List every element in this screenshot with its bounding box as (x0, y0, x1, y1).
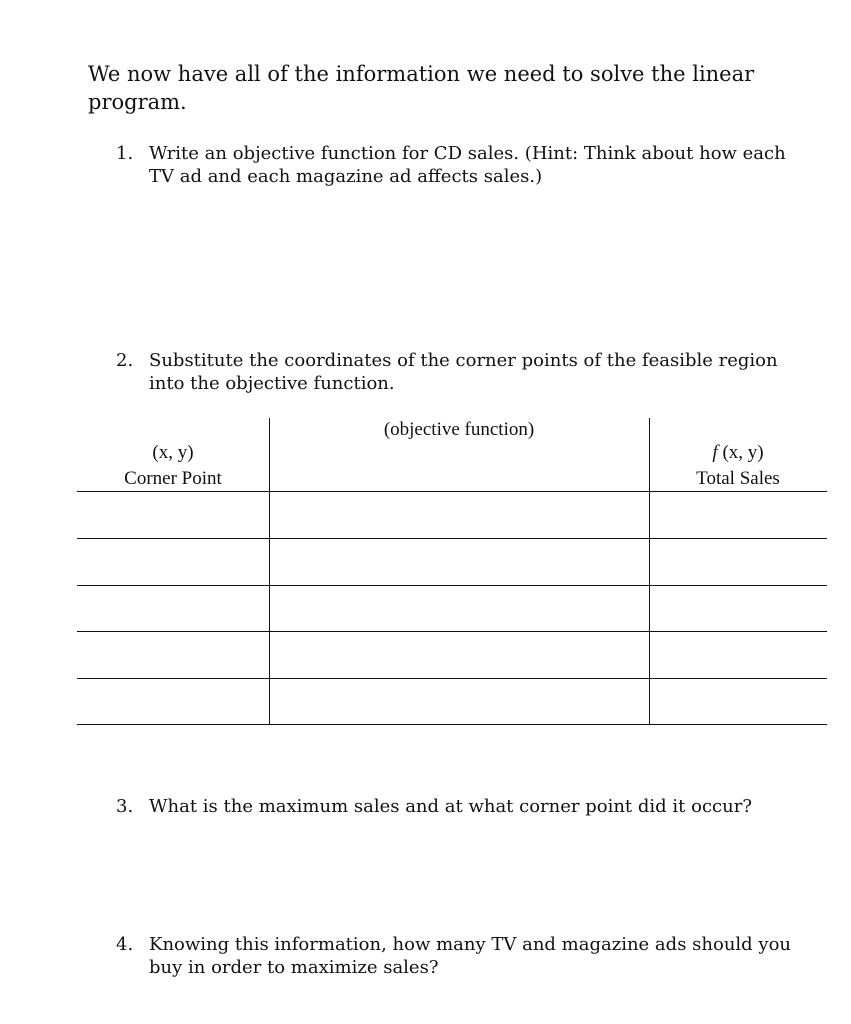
table-row (77, 586, 827, 631)
corner-point-cell[interactable] (77, 539, 269, 585)
header-fxy (649, 442, 827, 464)
objective-function-cell[interactable] (269, 539, 649, 585)
question-1-text: Write an objective function for CD sales. (Hint: Think about how each TV ad and each magazine ad affects sales.) (149, 143, 786, 187)
total-sales-cell[interactable] (649, 632, 827, 678)
question-1 (116, 142, 816, 188)
header-corner-point-label: Corner Point (124, 468, 222, 489)
total-sales-cell[interactable] (649, 586, 827, 631)
question-2 (116, 349, 816, 395)
corner-point-cell[interactable] (77, 632, 269, 678)
objective-function-cell[interactable] (269, 492, 649, 538)
total-sales-cell[interactable] (649, 539, 827, 585)
total-sales-cell[interactable] (649, 679, 827, 724)
objective-function-cell[interactable] (269, 586, 649, 631)
question-4-text: Knowing this information, how many TV and magazine ads should you buy in order to maximize sales? (149, 934, 792, 978)
header-objective-function: (objective function) (383, 419, 535, 440)
header-fxy-args: (x, y) (717, 442, 764, 463)
question-3-number: 3. (116, 796, 134, 817)
table-row (77, 679, 827, 724)
header-total-sales: Total Sales (696, 468, 780, 489)
corner-point-cell[interactable] (77, 492, 269, 538)
header-corner-point-xy: (x, y) (152, 442, 194, 463)
question-4-number: 4. (116, 934, 134, 955)
question-4 (116, 933, 816, 979)
question-1-number: 1. (116, 143, 134, 164)
objective-function-cell[interactable] (269, 632, 649, 678)
total-sales-cell[interactable] (649, 492, 827, 538)
objective-function-cell[interactable] (269, 679, 649, 724)
corner-point-cell[interactable] (77, 586, 269, 631)
question-2-text: Substitute the coordinates of the corner points of the feasible region into the objective function. (149, 350, 778, 394)
table-row (77, 492, 827, 538)
corner-point-cell[interactable] (77, 679, 269, 724)
table-row (77, 632, 827, 678)
table-row (77, 539, 827, 585)
question-2-number: 2. (116, 350, 134, 371)
question-3-text: What is the maximum sales and at what corner point did it occur? (149, 796, 752, 817)
header-fxy-f: f (712, 442, 718, 463)
intro-paragraph: We now have all of the information we need to solve the linear program. (88, 62, 755, 114)
table-bottom-rule (77, 724, 827, 725)
question-3 (116, 795, 816, 818)
